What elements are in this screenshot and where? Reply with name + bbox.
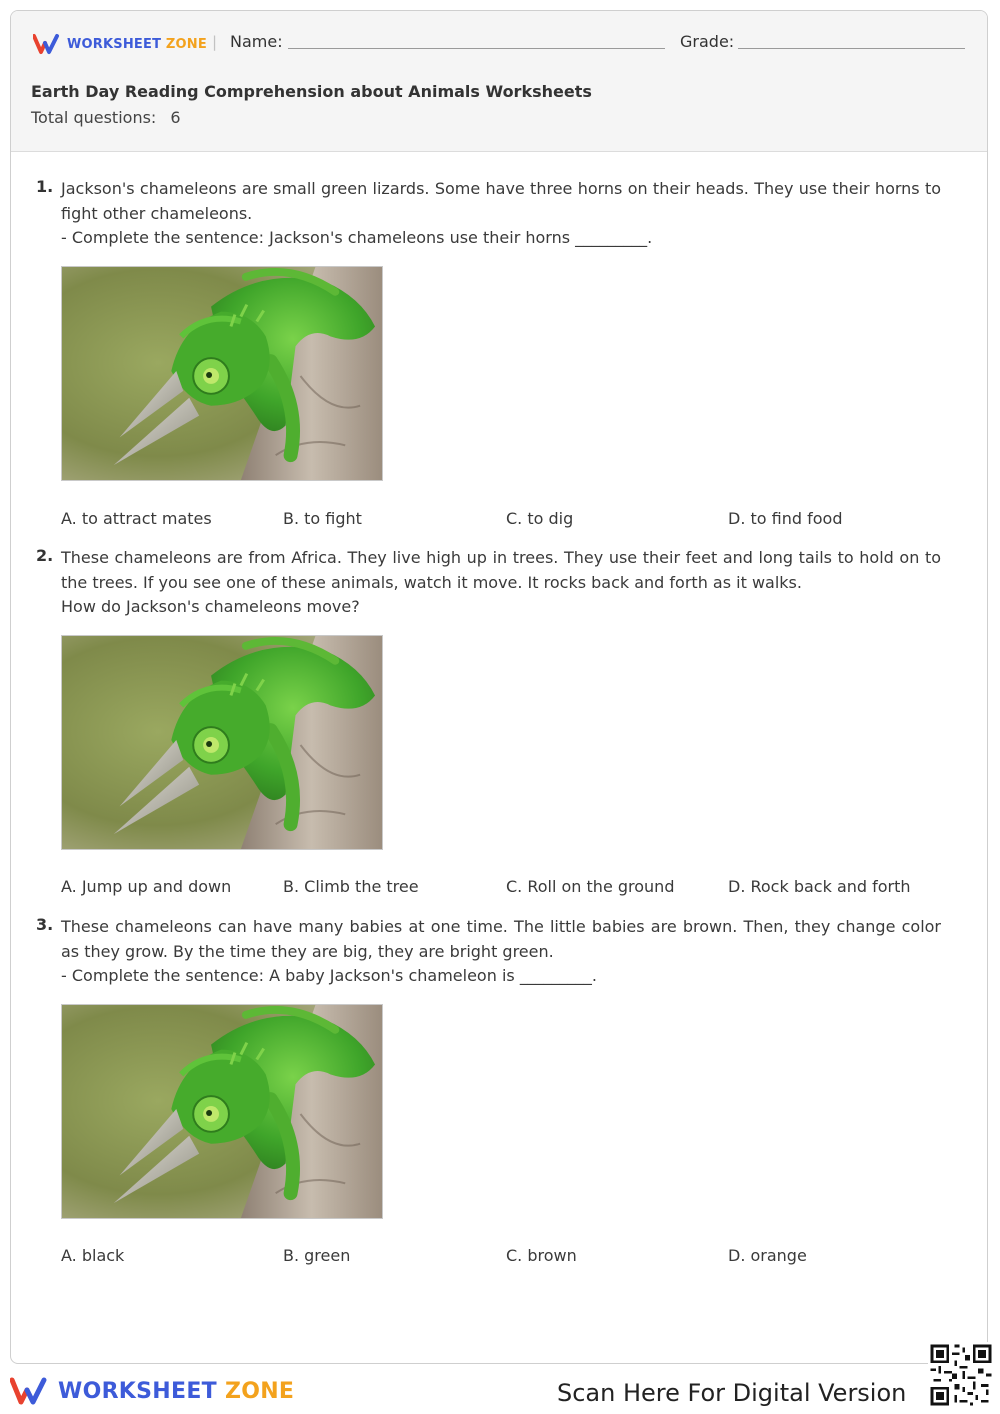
question-number: 2. bbox=[36, 546, 54, 565]
brand-wordmark: WORKSHEET ZONE bbox=[67, 36, 207, 52]
answer-option-a[interactable]: A. Jump up and down bbox=[61, 877, 232, 896]
answer-option-d[interactable]: D. orange bbox=[728, 1246, 807, 1265]
question-passage: Jackson's chameleons are small green lizards. Some have three horns on their heads. They use their horns to fight other chameleons. bbox=[61, 179, 941, 223]
answer-option-c[interactable]: C. brown bbox=[506, 1246, 577, 1265]
brand-wordmark: WORKSHEET ZONE bbox=[58, 1378, 295, 1404]
name-label: Name: bbox=[230, 32, 283, 51]
chameleon-photo bbox=[61, 1004, 383, 1219]
answer-option-c[interactable]: C. to dig bbox=[506, 509, 574, 528]
total-questions-label: Total questions: bbox=[31, 108, 157, 127]
answer-option-a[interactable]: A. to attract mates bbox=[61, 509, 212, 528]
footer-brand-logo bbox=[10, 1376, 294, 1406]
worksheet-page bbox=[10, 10, 988, 1364]
brand-logo bbox=[33, 33, 207, 55]
total-questions bbox=[31, 108, 181, 127]
header-divider: | bbox=[212, 33, 218, 51]
brand-w-icon bbox=[10, 1376, 52, 1406]
answer-option-b[interactable]: B. to fight bbox=[283, 509, 362, 528]
answer-option-a[interactable]: A. black bbox=[61, 1246, 125, 1265]
question-number: 3. bbox=[36, 915, 54, 934]
answer-option-b[interactable]: B. Climb the tree bbox=[283, 877, 419, 896]
answer-option-d[interactable]: D. to find food bbox=[728, 509, 843, 528]
question-text bbox=[61, 177, 941, 251]
grade-label: Grade: bbox=[680, 32, 735, 51]
answer-option-b[interactable]: B. green bbox=[283, 1246, 351, 1265]
question-number: 1. bbox=[36, 177, 54, 196]
chameleon-photo bbox=[61, 635, 383, 850]
total-questions-value: 6 bbox=[170, 108, 181, 127]
question-text bbox=[61, 546, 941, 620]
brand-w-icon bbox=[33, 33, 63, 55]
qr-code-icon[interactable] bbox=[928, 1342, 994, 1408]
grade-field[interactable] bbox=[738, 48, 965, 49]
answer-option-d[interactable]: D. Rock back and forth bbox=[728, 877, 911, 896]
name-field[interactable] bbox=[288, 48, 665, 49]
question-passage: These chameleons can have many babies at one time. The little babies are brown. Then, they change color as they grow. By the time they are big, they are bright green. bbox=[61, 917, 941, 961]
question-prompt: - Complete the sentence: A baby Jackson's chameleon is _________. bbox=[61, 966, 597, 985]
chameleon-photo bbox=[61, 266, 383, 481]
question-prompt: How do Jackson's chameleons move? bbox=[61, 597, 360, 616]
worksheet-header bbox=[11, 11, 987, 152]
question-text bbox=[61, 915, 941, 989]
worksheet-title: Earth Day Reading Comprehension about Animals Worksheets bbox=[31, 82, 592, 101]
question-passage: These chameleons are from Africa. They live high up in trees. They use their feet and long tails to hold on to the trees. If you see one of these animals, watch it move. It rocks back and forth as it walks. bbox=[61, 548, 941, 592]
question-prompt: - Complete the sentence: Jackson's chameleons use their horns _________. bbox=[61, 228, 653, 247]
scan-caption: Scan Here For Digital Version bbox=[557, 1379, 907, 1407]
answer-option-c[interactable]: C. Roll on the ground bbox=[506, 877, 675, 896]
